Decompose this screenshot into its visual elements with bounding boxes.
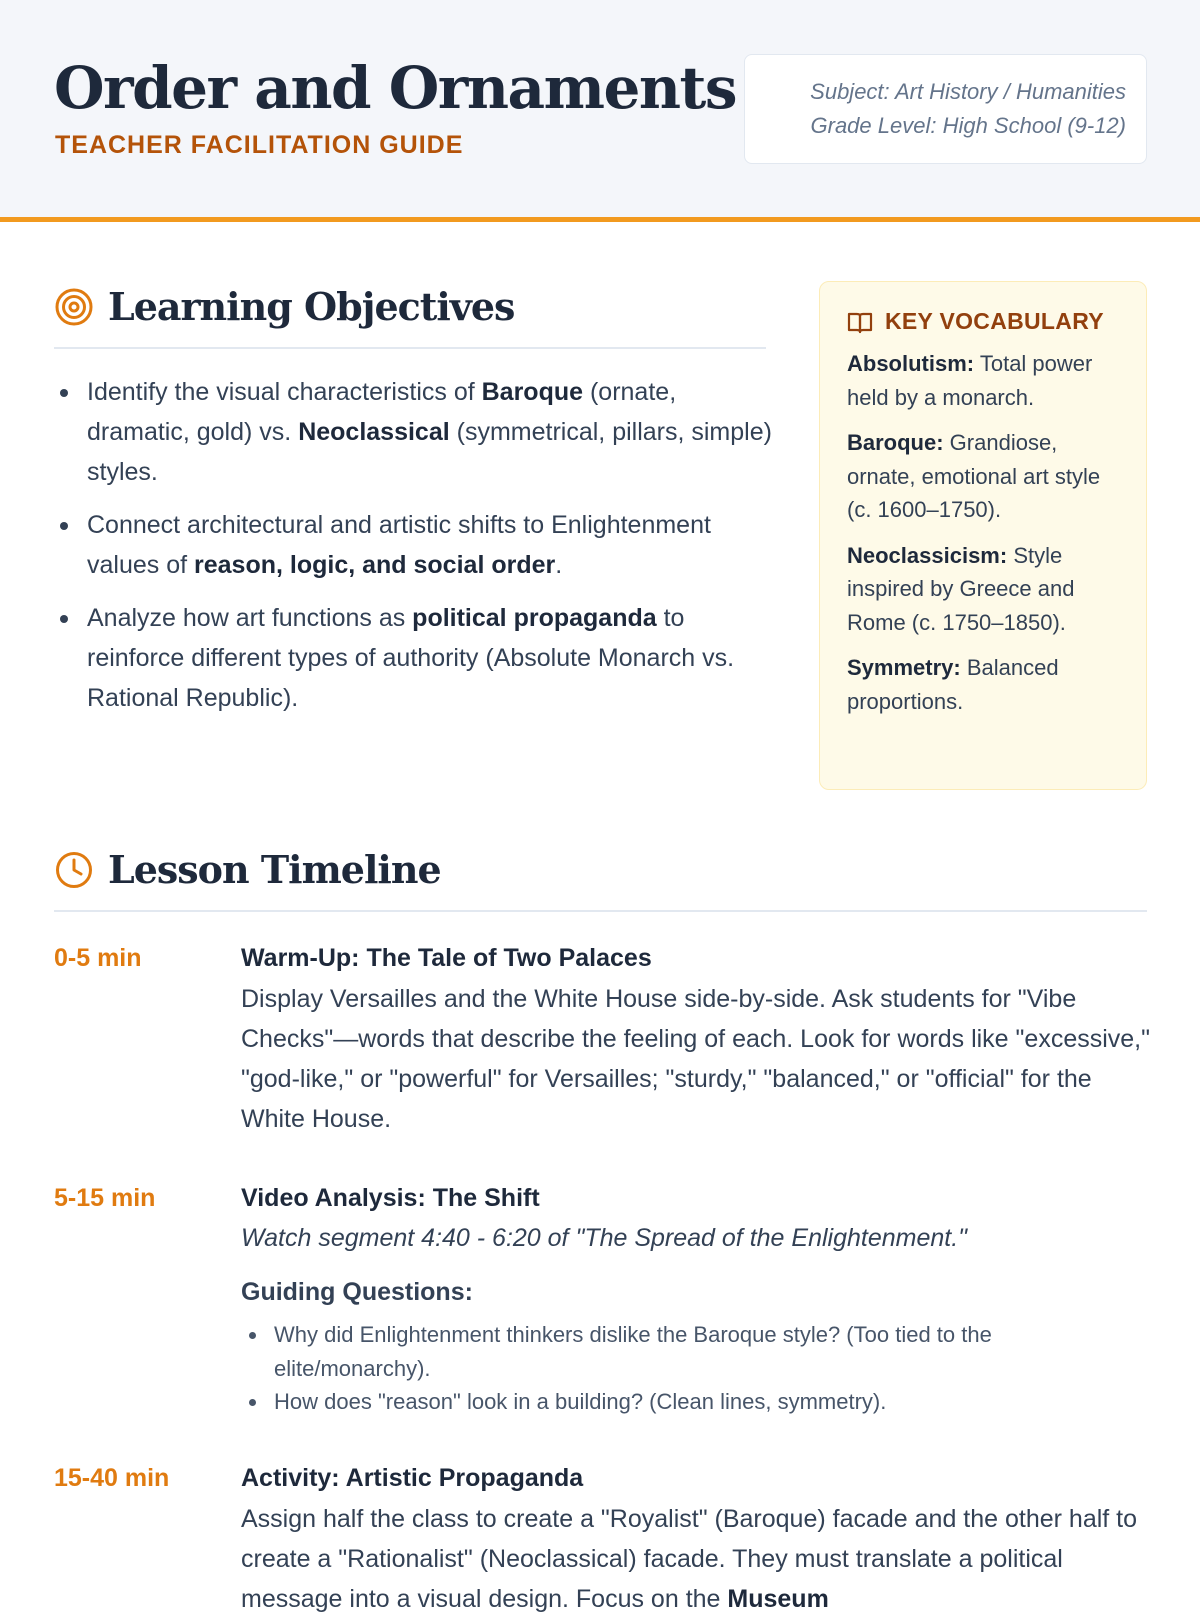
objective-item: Connect architectural and artistic shifts to Enlightenment values of reason, logic, and social order. bbox=[54, 505, 774, 585]
timeline-item-description: Assign half the class to create a "Royalist" (Baroque) facade and the other half to create a "Rationalist" (Neoclassical) facade. They must translate a political message into a visual design. Focus on the Museum bbox=[241, 1505, 1138, 1613]
clock-icon bbox=[54, 850, 94, 890]
objectives-list bbox=[54, 372, 774, 731]
guiding-question: Why did Enlightenment thinkers dislike the Baroque style? (Too tied to the elite/monarchy). bbox=[241, 1318, 1141, 1385]
vocab-entry-absolutism: Absolutism: Total power held by a monarch. bbox=[847, 351, 1093, 410]
timeline-title: Lesson Timeline bbox=[108, 847, 441, 892]
book-open-icon bbox=[847, 309, 873, 335]
page-header bbox=[0, 0, 1200, 222]
timeline-item-heading: Warm-Up: The Tale of Two Palaces bbox=[241, 944, 652, 972]
target-icon bbox=[54, 287, 94, 327]
timeline-item-description: Display Versailles and the White House side-by-side. Ask students for "Vibe Checks"—words that describe the feeling of each. Look for words like "excessive," "god-like," or "powerful" for Versailles; "sturdy," "balanced," or "official" for the White House. bbox=[241, 985, 1150, 1133]
vocab-entry-baroque: Baroque: Grandiose, ornate, emotional art style (c. 1600–1750). bbox=[847, 430, 1101, 522]
guiding-questions-title: Guiding Questions: bbox=[241, 1278, 473, 1306]
timeline-divider bbox=[54, 910, 1147, 912]
timeline-heading bbox=[54, 847, 441, 892]
key-vocabulary-box bbox=[819, 281, 1147, 790]
objectives-heading bbox=[54, 284, 514, 329]
timeline-time: 5-15 min bbox=[54, 1184, 156, 1212]
timeline-time: 15-40 min bbox=[54, 1464, 170, 1492]
guiding-question: How does "reason" look in a building? (Clean lines, symmetry). bbox=[241, 1385, 1141, 1419]
page-title: Order and Ornaments bbox=[54, 54, 736, 122]
objective-item: Identify the visual characteristics of Baroque (ornate, dramatic, gold) vs. Neoclassical (symmetrical, pillars, simple) styles. bbox=[54, 372, 774, 492]
grade-level-label: Grade Level: High School (9-12) bbox=[810, 113, 1126, 138]
objectives-title: Learning Objectives bbox=[108, 284, 515, 329]
vocabulary-title: KEY VOCABULARY bbox=[885, 308, 1104, 334]
lesson-meta-box bbox=[744, 54, 1147, 164]
guiding-questions-list bbox=[241, 1318, 1141, 1419]
timeline-item-heading: Video Analysis: The Shift bbox=[241, 1184, 540, 1212]
vocab-entry-neoclassicism: Neoclassicism: Style inspired by Greece and Rome (c. 1750–1850). bbox=[847, 542, 1075, 635]
subject-label: Subject: Art History / Humanities bbox=[810, 79, 1126, 104]
video-segment-note: Watch segment 4:40 - 6:20 of "The Spread of the Enlightenment." bbox=[241, 1224, 968, 1252]
vocabulary-heading bbox=[847, 308, 1122, 335]
objectives-divider bbox=[54, 347, 766, 349]
timeline-time: 0-5 min bbox=[54, 944, 142, 972]
objective-item: Analyze how art functions as political propaganda to reinforce different types of authority (Absolute Monarch vs. Rational Republic). bbox=[54, 598, 774, 718]
timeline-item-heading: Activity: Artistic Propaganda bbox=[241, 1464, 584, 1492]
vocab-entry-symmetry: Symmetry: Balanced proportions. bbox=[847, 655, 1059, 714]
page-subtitle: TEACHER FACILITATION GUIDE bbox=[55, 131, 464, 159]
